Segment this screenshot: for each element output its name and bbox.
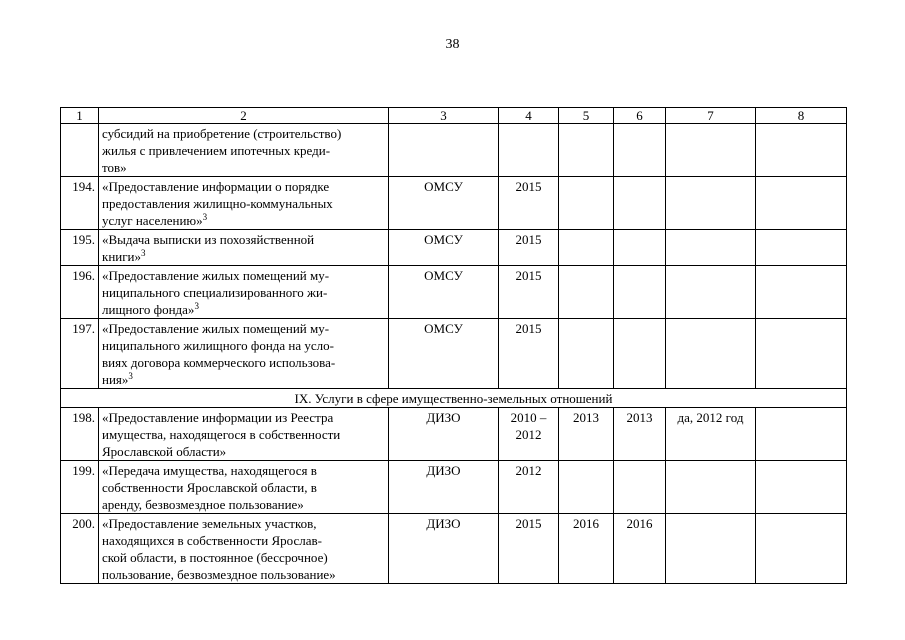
service-name: «Предоставление жилых помещений му- ниципального специализированного жи- лищного фонда»$^3$ bbox=[99, 266, 389, 319]
col5-cell bbox=[559, 266, 614, 319]
table-row bbox=[61, 177, 847, 230]
col7-cell bbox=[666, 461, 756, 514]
authority-cell: ОМСУ bbox=[389, 230, 499, 266]
col7-cell bbox=[666, 124, 756, 177]
row-number: 199. bbox=[61, 461, 99, 514]
authority-cell: ОМСУ bbox=[389, 319, 499, 389]
col7-cell bbox=[666, 319, 756, 389]
header-cell: 8 bbox=[756, 108, 847, 124]
col6-cell bbox=[614, 177, 666, 230]
col7-cell bbox=[666, 514, 756, 584]
row-number: 195. bbox=[61, 230, 99, 266]
col5-cell bbox=[559, 461, 614, 514]
col6-cell bbox=[614, 124, 666, 177]
service-name: «Предоставление информации о порядке предоставления жилищно-коммунальных услуг населению»$^3$ bbox=[99, 177, 389, 230]
table-row bbox=[61, 319, 847, 389]
authority-cell bbox=[389, 124, 499, 177]
col6-cell bbox=[614, 266, 666, 319]
footnote-mark: 3 bbox=[194, 301, 199, 311]
header-cell: 1 bbox=[61, 108, 99, 124]
footnote-mark: 3 bbox=[141, 248, 146, 258]
col7-cell bbox=[666, 266, 756, 319]
table-row bbox=[61, 266, 847, 319]
section-heading: IX. Услуги в сфере имущественно-земельных отношений bbox=[61, 389, 847, 408]
row-number bbox=[61, 124, 99, 177]
row-number: 194. bbox=[61, 177, 99, 230]
col6-cell: 2013 bbox=[614, 408, 666, 461]
header-cell: 7 bbox=[666, 108, 756, 124]
header-cell: 4 bbox=[499, 108, 559, 124]
year-cell bbox=[499, 124, 559, 177]
col8-cell bbox=[756, 461, 847, 514]
table-row bbox=[61, 124, 847, 177]
col6-cell bbox=[614, 461, 666, 514]
section-heading-row bbox=[61, 389, 847, 408]
service-name: «Предоставление земельных участков, находящихся в собственности Ярослав- ской области, в постоянное (бессрочное) пользование, безвозмездное пользование» bbox=[99, 514, 389, 584]
service-name: «Предоставление жилых помещений му- ниципального жилищного фонда на усло- виях договора коммерческого использова- ния»$^3$ bbox=[99, 319, 389, 389]
authority-cell: ДИЗО bbox=[389, 514, 499, 584]
col6-cell bbox=[614, 230, 666, 266]
authority-cell: ОМСУ bbox=[389, 266, 499, 319]
table-header-row bbox=[61, 108, 847, 124]
year-cell: 2015 bbox=[499, 266, 559, 319]
authority-cell: ДИЗО bbox=[389, 461, 499, 514]
col6-cell bbox=[614, 319, 666, 389]
row-number: 197. bbox=[61, 319, 99, 389]
col8-cell bbox=[756, 266, 847, 319]
page-number: 38 bbox=[445, 37, 460, 52]
table-row bbox=[61, 514, 847, 584]
header-cell: 3 bbox=[389, 108, 499, 124]
col6-cell: 2016 bbox=[614, 514, 666, 584]
year-cell: 2015 bbox=[499, 177, 559, 230]
col7-cell bbox=[666, 177, 756, 230]
service-name: «Выдача выписки из похозяйственной книги»$^3$ bbox=[99, 230, 389, 266]
header-cell: 6 bbox=[614, 108, 666, 124]
table-row bbox=[61, 230, 847, 266]
table-row bbox=[61, 461, 847, 514]
col8-cell bbox=[756, 319, 847, 389]
year-cell: 2015 bbox=[499, 319, 559, 389]
col5-cell bbox=[559, 319, 614, 389]
year-cell: 2015 bbox=[499, 230, 559, 266]
col8-cell bbox=[756, 230, 847, 266]
col5-cell: 2013 bbox=[559, 408, 614, 461]
col7-cell bbox=[666, 230, 756, 266]
authority-cell: ДИЗО bbox=[389, 408, 499, 461]
col5-cell bbox=[559, 177, 614, 230]
service-name: субсидий на приобретение (строительство) жилья с привлечением ипотечных креди- тов» bbox=[99, 124, 389, 177]
row-number: 198. bbox=[61, 408, 99, 461]
col8-cell bbox=[756, 124, 847, 177]
year-cell: 2012 bbox=[499, 461, 559, 514]
service-name: «Предоставление информации из Реестра имущества, находящегося в собственности Ярославской области» bbox=[99, 408, 389, 461]
col5-cell bbox=[559, 124, 614, 177]
col8-cell bbox=[756, 514, 847, 584]
row-number: 200. bbox=[61, 514, 99, 584]
row-number: 196. bbox=[61, 266, 99, 319]
header-cell: 2 bbox=[99, 108, 389, 124]
col5-cell bbox=[559, 230, 614, 266]
services-table bbox=[60, 107, 847, 584]
footnote-mark: 3 bbox=[128, 371, 133, 381]
table-row bbox=[61, 408, 847, 461]
header-cell: 5 bbox=[559, 108, 614, 124]
authority-cell: ОМСУ bbox=[389, 177, 499, 230]
col5-cell: 2016 bbox=[559, 514, 614, 584]
col8-cell bbox=[756, 177, 847, 230]
footnote-mark: 3 bbox=[202, 212, 208, 222]
col8-cell bbox=[756, 408, 847, 461]
year-cell: 2015 bbox=[499, 514, 559, 584]
year-cell: 2010 – 2012 bbox=[499, 408, 559, 461]
col7-cell: да, 2012 год bbox=[666, 408, 756, 461]
service-name: «Передача имущества, находящегося в собственности Ярославской области, в аренду, безвозмездное пользование» bbox=[99, 461, 389, 514]
